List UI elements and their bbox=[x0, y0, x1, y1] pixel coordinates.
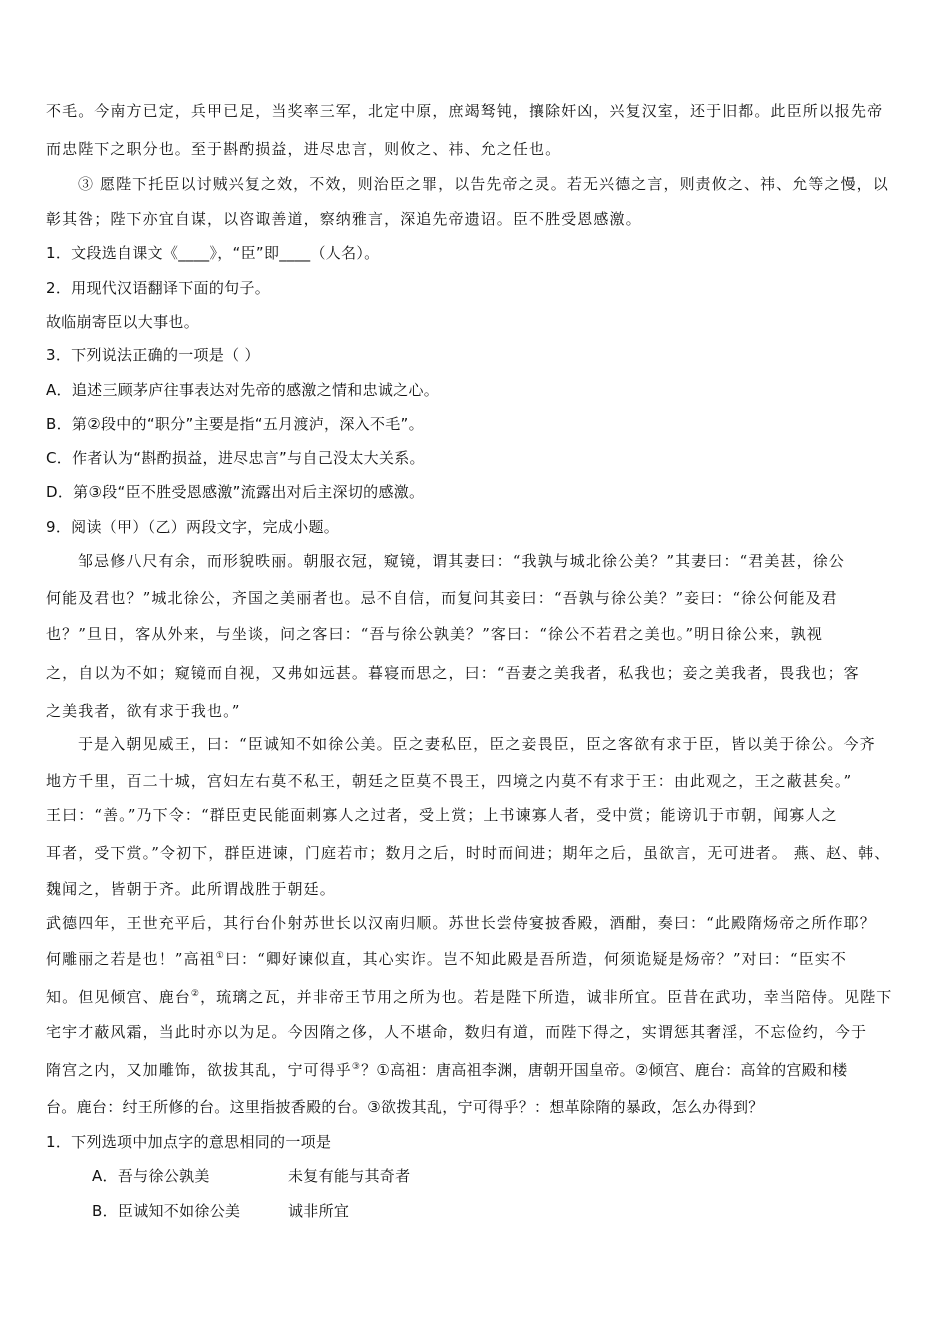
jia-line: 地方千里，百二十城，宫妇左右莫不私王，朝廷之臣莫不畏王，四境之内莫不有求于王：由此观之，王之蔽甚矣。” bbox=[46, 772, 853, 790]
yi-line bbox=[46, 949, 916, 969]
choice-b-label: B．臣诚知不如徐公美 bbox=[92, 1202, 241, 1220]
question-1: 1．文段选自课文《____》，“臣”即____（人名）。 bbox=[46, 244, 380, 262]
yi-text: 何雕丽之若是也！”高祖 bbox=[46, 950, 216, 968]
question-2-sentence: 故临崩寄臣以大事也。 bbox=[46, 313, 200, 331]
jia-line: 也？”旦日，客从外来，与坐谈，问之客曰：“吾与徐公孰美？”客曰：“徐公不若君之美也。”明日徐公来，孰视 bbox=[46, 625, 823, 643]
footnote-line: 台。鹿台：纣王所修的台。这里指披香殿的台。③欲拨其乱，宁可得乎？：想革除隋的暴政，怎么办得到？ bbox=[46, 1098, 764, 1116]
jia-line: 魏闻之，皆朝于齐。此所谓战胜于朝廷。 bbox=[46, 880, 336, 898]
yi-text: 曰：“卿好谏似直，其心实诈。岂不知此殿是吾所造，何须诡疑是炀帝？”对曰：“臣实不 bbox=[224, 950, 847, 968]
jia-line: 于是入朝见威王，曰：“臣诚知不如徐公美。臣之妻私臣，臣之妾畏臣，臣之客欲有求于臣，皆以美于徐公。今齐 bbox=[78, 735, 876, 753]
yi-text: 隋宫之内，又加雕饰，欲拔其乱，宁可得乎 bbox=[46, 1061, 352, 1079]
choice-a-label: A．吾与徐公孰美 bbox=[92, 1167, 210, 1185]
option-d: D．第③段“臣不胜受恩感激”流露出对后主深切的感激。 bbox=[46, 483, 425, 501]
yi-line: 宅宇才蔽风霜，当此时亦以为足。今因隋之侈，人不堪命，数归有道，而陛下得之，实谓惩其奢淫，不忘俭约，今于 bbox=[46, 1023, 868, 1041]
choice-a-pair: 未复有能与其奇者 bbox=[288, 1167, 411, 1185]
passage1-line: ③ 愿陛下托臣以讨贼兴复之效，不效，则治臣之罪，以告先帝之灵。若无兴德之言，则责攸之、祎、允等之慢，以 bbox=[78, 175, 889, 193]
section-9-question-1: 1．下列选项中加点字的意思相同的一项是 bbox=[46, 1133, 332, 1151]
option-b: B．第②段中的“职分”主要是指“五月渡泸，深入不毛”。 bbox=[46, 415, 424, 433]
footnote-marker: ① bbox=[215, 951, 225, 961]
option-a: A．追述三顾茅庐往事表达对先帝的感激之情和忠诚之心。 bbox=[46, 381, 440, 399]
yi-line bbox=[46, 987, 916, 1007]
footnote-marker: ③ bbox=[351, 1062, 362, 1072]
jia-line: 之，自以为不如；窥镜而自视，又弗如远甚。暮寝而思之，曰：“吾妻之美我者，私我也；妾之美我者，畏我也；客 bbox=[46, 664, 860, 682]
passage1-line: 不毛。今南方已定，兵甲已足，当奖率三军，北定中原，庶竭驽钝，攘除奸凶，兴复汉室，还于旧都。此臣所以报先帝 bbox=[46, 102, 884, 120]
option-c: C．作者认为“斟酌损益，进尽忠言”与自己没太大关系。 bbox=[46, 449, 425, 467]
yi-line bbox=[46, 1060, 916, 1080]
choice-b-pair: 诚非所宜 bbox=[288, 1202, 350, 1220]
jia-line: 王曰：“善。”乃下令：“群臣吏民能面刺寡人之过者，受上赏；上书谏寡人者，受中赏；能谤讥于市朝，闻寡人之 bbox=[46, 806, 838, 824]
passage1-line: 彰其咎；陛下亦宜自谋，以咨诹善道，察纳雅言，深追先帝遗诏。臣不胜受恩感激。 bbox=[46, 210, 642, 228]
footnote-marker: ② bbox=[190, 989, 201, 999]
jia-line: 何能及君也？”城北徐公，齐国之美丽者也。忌不自信，而复问其妾曰：“吾孰与徐公美？”妾曰：“徐公何能及君 bbox=[46, 589, 838, 607]
yi-line: 武德四年，王世充平后，其行台仆射苏世长以汉南归顺。苏世长尝侍宴披香殿，酒酣，奏曰：“此殿隋炀帝之所作耶？ bbox=[46, 914, 876, 932]
yi-text: ，琉璃之瓦，并非帝王节用之所为也。若是陛下所造，诚非所宜。臣昔在武功，幸当陪侍。见陛下 bbox=[200, 988, 893, 1006]
question-3: 3．下列说法正确的一项是（ ） bbox=[46, 346, 260, 364]
jia-line: 邹忌修八尺有余，而形貌昳丽。朝服衣冠，窥镜，谓其妻曰：“我孰与城北徐公美？”其妻曰：“君美甚，徐公 bbox=[78, 552, 845, 570]
yi-text: 知。但见倾宫、鹿台 bbox=[46, 988, 191, 1006]
jia-line: 之美我者，欲有求于我也。” bbox=[46, 702, 241, 720]
passage1-line: 而忠陛下之职分也。至于斟酌损益，进尽忠言，则攸之、祎、允之任也。 bbox=[46, 140, 562, 158]
section-9-heading: 9．阅读（甲）（乙）两段文字，完成小题。 bbox=[46, 518, 340, 536]
jia-line: 耳者，受下赏。”令初下，群臣进谏，门庭若市；数月之后，时时而间进；期年之后，虽欲言，无可进者。 燕、赵、韩、 bbox=[46, 844, 891, 862]
footnote-text: ？①高祖：唐高祖李渊，唐朝开国皇帝。②倾宫、鹿台：高耸的宫殿和楼 bbox=[361, 1061, 848, 1079]
question-2: 2．用现代汉语翻译下面的句子。 bbox=[46, 279, 271, 297]
